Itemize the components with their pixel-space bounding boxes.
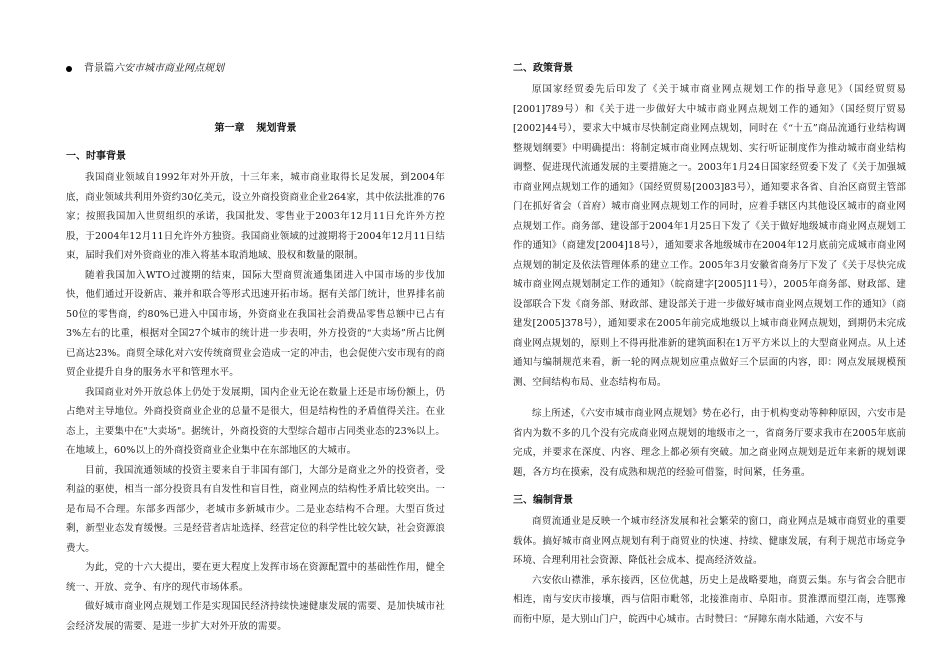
- section-heading-compilation: 三、编制背景: [513, 495, 573, 506]
- spacer: [513, 482, 906, 494]
- bullet-title: 六安市城市商业网点规划: [114, 63, 224, 74]
- bullet-prefix: 背景篇: [84, 63, 114, 74]
- paragraph: 我国商业对外开放总体上仍处于发展期，国内企业无论在数量上还是市场份额上，仍占绝对主导地位。外商投资商业企业的总量不是很大，但是结构性的矛盾值得关注。在业态上，主要集中在"大卖场"。据统计，外商投资的大型综合超市占同类业态的23%以上。在地域上，60%以上的外商投资商业企业集中在东部地区的大城市。: [66, 386, 445, 456]
- chapter-number: 第一章: [214, 123, 245, 134]
- paragraph: 综上所述，《六安市城市商业网点规划》势在必行，由于机构变动等种种原因，六安市是省内为数不多的几个没有完成商业网点规划的地级市之一，省商务厅要求我市在2005年底前完成，并要求在深度、内容、理念上都必须有突破。加之商业网点规划是近年来新的规划课题，各方均在摸索，没有成熟和规范的经验可借鉴，时间紧，任务重。: [513, 408, 906, 478]
- paragraph: 为此，党的十六大提出，要在更大程度上发挥市场在资源配置中的基础性作用，健全统一、开放、竞争、有序的现代市场体系。: [66, 562, 445, 593]
- section-heading-current-affairs: 一、时事背景: [66, 151, 126, 162]
- right-page: [475, 0, 950, 672]
- spacer: [513, 392, 906, 404]
- chapter-title: 规划背景: [256, 123, 297, 134]
- paragraph: 我国商业领域自1992年对外开放，十三年来，城市商业取得长足发展，到2004年底，商业领域共利用外资约30亿美元，设立外商投资商业企业264家，其中依法批准的76家；按照我国加入世贸组织的承诺，我国批发、零售业于2003年12月11日允许外方控股，于2004年12月11日允许外方独资。我国商业领域的过渡期将于2004年12月11日结束，届时我们对外资商业的准入将基本取消地域、股权和数量的限制。: [66, 172, 446, 261]
- section-heading-policy: 二、政策背景: [513, 63, 573, 74]
- header-bullet: [66, 62, 445, 76]
- bullet-icon: [66, 66, 72, 72]
- paragraph: 商贸流通业是反映一个城市经济发展和社会繁荣的窗口，商业网点是城市商贸业的重要载体。搞好城市商业网点规划有利于商贸业的快速、持续、健康发展，有利于规范市场竞争环境、合理利用社会资源、降低社会成本、提高经济效益。: [513, 516, 906, 566]
- paragraph: 原国家经贸委先后印发了《关于城市商业网点规划工作的指导意见》（国经贸贸易[2001]789号）和《关于进一步做好大中城市商业网点规划工作的通知》（国经贸厅贸易[2002]44号），要求大中城市尽快制定商业网点规划，同时在《“十五”商品流通行业结构调整规划纲要》中明确提出：将制定城市商业网点规划、实行听证制度作为推动城市商业结构调整、促进现代流通发展的主要措施之一。2003年1月24日国家经贸委下发了《关于加强城市商业网点规划工作的通知》（国经贸贸易[2003]83号），通知要求各省、自治区商贸主管部门在抓好省会（首府）城市商业网点规划工作的同时，应着手辖区内其他设区城市的商业网点规划工作。商务部、建设部于2004年1月25日下发了《关于做好地级城市商业网点规划工作的通知》（商建发[2004]18号），通知要求各地级城市在2004年12月底前完成城市商业网点规划的制定及依法管理体系的建立工作。2005年3月安徽省商务厅下发了《关于尽快完成城市商业网点规划制定工作的通知》（皖商建字[2005]11号），2005年商务部、财政部、建设部联合下发《商务部、财政部、建设部关于进一步做好城市商业网点规划工作的通知》（商建发[2005]378号），通知要求在2005年前完成地级以上城市商业网点规划，到期仍未完成商业网点规划的，原则上不得再批准新的建筑面积在1万平方米以上的大型商业网点。从上述通知与编制规范来看，新一轮的网点规划应重点做好三个层面的内容，即：网点发展规模预测、空间结构布局、业态结构布局。: [513, 84, 906, 388]
- paragraph: 目前，我国流通领域的投资主要来自于非国有部门，大部分是商业之外的投资者，受利益的驱使，相当一部分投资具有自发性和盲目性，商业网点的结构性矛盾比较突出。一是布局不合理。东部多西部少，老城市多新城市少。二是业态结构不合理。大型百货过剩，新型业态发育缓慢。三是经营者店址选择、经营定位的科学性比较欠缺，社会资源浪费大。: [66, 464, 445, 554]
- paragraph: 六安依山襟淮，承东接西，区位优越，历史上是战略要地，商贾云集。东与省会合肥市相连，南与安庆市接壤，西与信阳市毗邻，北接淮南市、阜阳市。贯淮潭而望江南，连鄂豫而衔中原，是大别山门户，皖西中心城市。古时赞曰：“屏障东南水陆通，六安不与: [513, 574, 906, 625]
- chapter-heading: [66, 122, 445, 136]
- paragraph: 做好城市商业网点规划工作是实现国民经济持续快速健康发展的需要、是加快城市社会经济发展的需要、是进一步扩大对外开放的需要。: [66, 601, 445, 632]
- paragraph: 随着我国加入WTO过渡期的结束，国际大型商贸流通集团进入中国市场的步伐加快，他们通过开设新店、兼并和联合等形式迅速开拓市场。据有关部门统计，世界排名前50位的零售商，约80%已进入中国市场，外资商业在我国社会消费品零售总额中已占有3%左右的比重，根据对全国27个城市的统计进一步表明，外方投资的“大卖场”所占比例已高达23%。商贸全球化对六安传统商贸业会造成一定的冲击，也会促使六安市现有的商贸企业提升自身的服务水平和管理水平。: [66, 269, 445, 378]
